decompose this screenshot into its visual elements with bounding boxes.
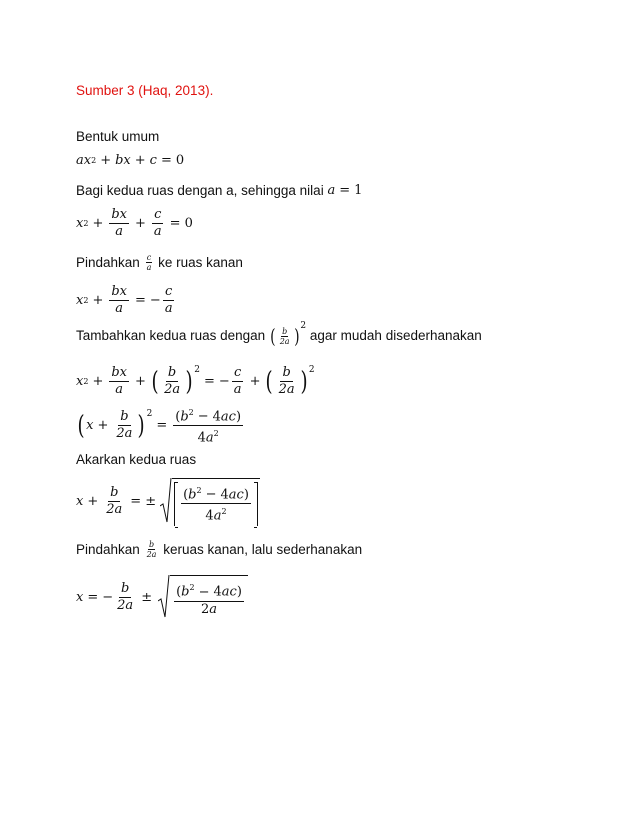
add-instruction: Tambahkan kedua ruas dengan ( $\frac{b}{2a}$ ) 2 agar mudah disederhanakan xyxy=(76,321,482,348)
equation-final: x = − $\frac{b}{2a}$ ± $\frac{(b^2 - 4ac)}{2a}$ xyxy=(76,575,248,619)
source-label: Sumber 3 (Haq, 2013). xyxy=(76,83,214,98)
equation-divided: x 2 + $\frac{bx}{a}$ + $\frac{c}{a}$ = 0 xyxy=(76,207,193,239)
equation-root: x + $\frac{b}{2a}$ = ± $\frac{(b^2 - 4ac)}{4a^2}$ xyxy=(76,478,260,526)
move-instruction: Pindahkan $\frac{c}{a}$ ke ruas kanan xyxy=(76,253,243,272)
equation-square: ( x + $\frac{b}{2a}$ ) 2 = $\frac{(b^2 - 4ac)}{4a^2}$ xyxy=(77,408,242,446)
sqrt-symbol-final: $\frac{(b^2 - 4ac)}{2a}$ xyxy=(158,575,248,619)
heading-general-form: Bentuk umum xyxy=(76,129,160,144)
move2-instruction: Pindahkan $\frac{b}{2a}$ keruas kanan, lalu sederhanakan xyxy=(76,540,363,559)
equation-general-form: ax 2 + bx + c = 0 xyxy=(76,153,185,168)
sqrt-symbol: $\frac{(b^2 - 4ac)}{4a^2}$ xyxy=(160,478,260,526)
equation-moved: x 2 + $\frac{bx}{a}$ = − $\frac{c}{a}$ xyxy=(76,284,173,316)
equation-completed: x 2 + $\frac{bx}{a}$ + ( $\frac{b}{2a}$ ) 2 = − $\frac{c}{a}$ + ( $\frac{b}{2a}$ ) 2 xyxy=(76,364,315,397)
root-instruction: Akarkan kedua ruas xyxy=(76,452,197,467)
divide-instruction: Bagi kedua ruas dengan a, sehingga nilai a = 1 xyxy=(76,183,363,198)
